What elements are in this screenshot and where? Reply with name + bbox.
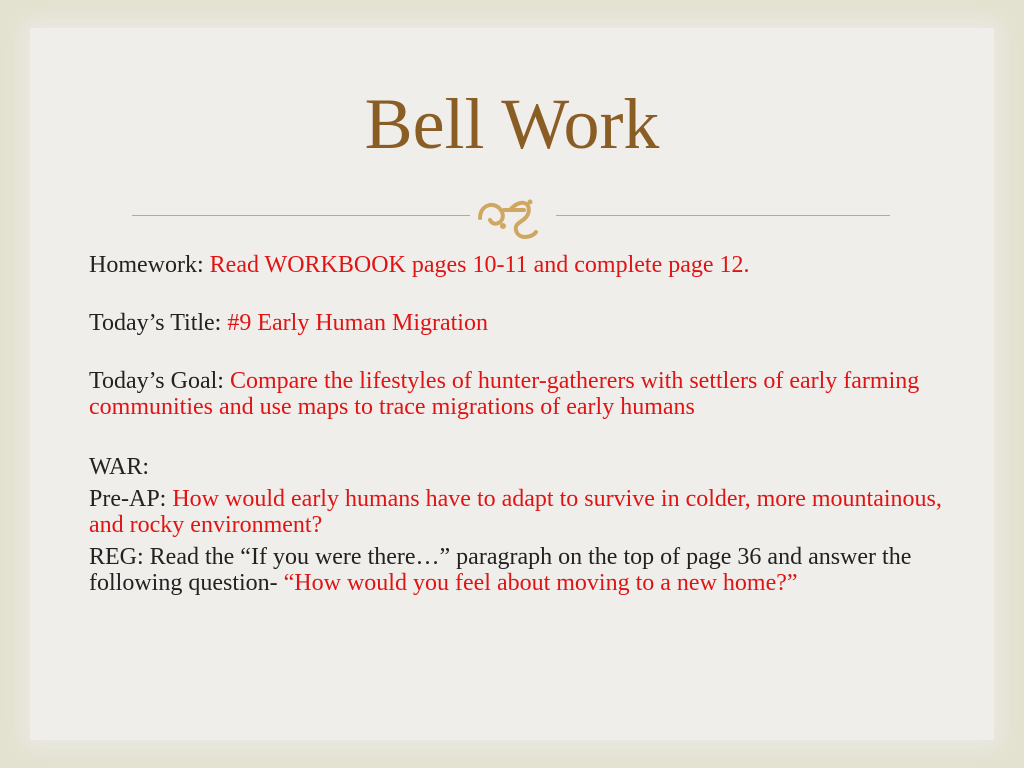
divider-line-left <box>132 215 470 216</box>
todays-title-text: #9 Early Human Migration <box>227 310 488 336</box>
todays-goal-line <box>89 368 969 420</box>
divider-line-right <box>556 215 890 216</box>
slide-title: Bell Work <box>364 84 660 164</box>
slide-body <box>89 252 969 596</box>
preap-question: How would early humans have to adapt to survive in colder, more mountainous, and rocky environment? <box>89 486 942 538</box>
todays-title-label: Today’s Title: <box>89 310 228 336</box>
homework-label: Homework: <box>89 252 210 278</box>
homework-text: Read WORKBOOK pages 10-11 and complete page 12. <box>209 252 750 278</box>
homework-line <box>89 252 969 278</box>
todays-goal-label: Today’s Goal: <box>89 368 230 394</box>
reg-line <box>89 544 969 596</box>
reg-label: REG: Read the “If you were there…” paragraph on the top of page 36 and answer the following question- <box>89 544 912 596</box>
preap-line <box>89 486 969 538</box>
todays-title-line <box>89 310 969 336</box>
slide <box>30 28 994 740</box>
reg-question: “How would you feel about moving to a new home?” <box>283 570 798 596</box>
flourish-icon <box>470 188 556 244</box>
war-heading: WAR: <box>89 454 149 480</box>
preap-label: Pre-AP: <box>89 486 173 512</box>
todays-goal-text: Compare the lifestyles of hunter-gatherers with settlers of early farming communities and use maps to trace migrations of early humans <box>89 368 920 420</box>
